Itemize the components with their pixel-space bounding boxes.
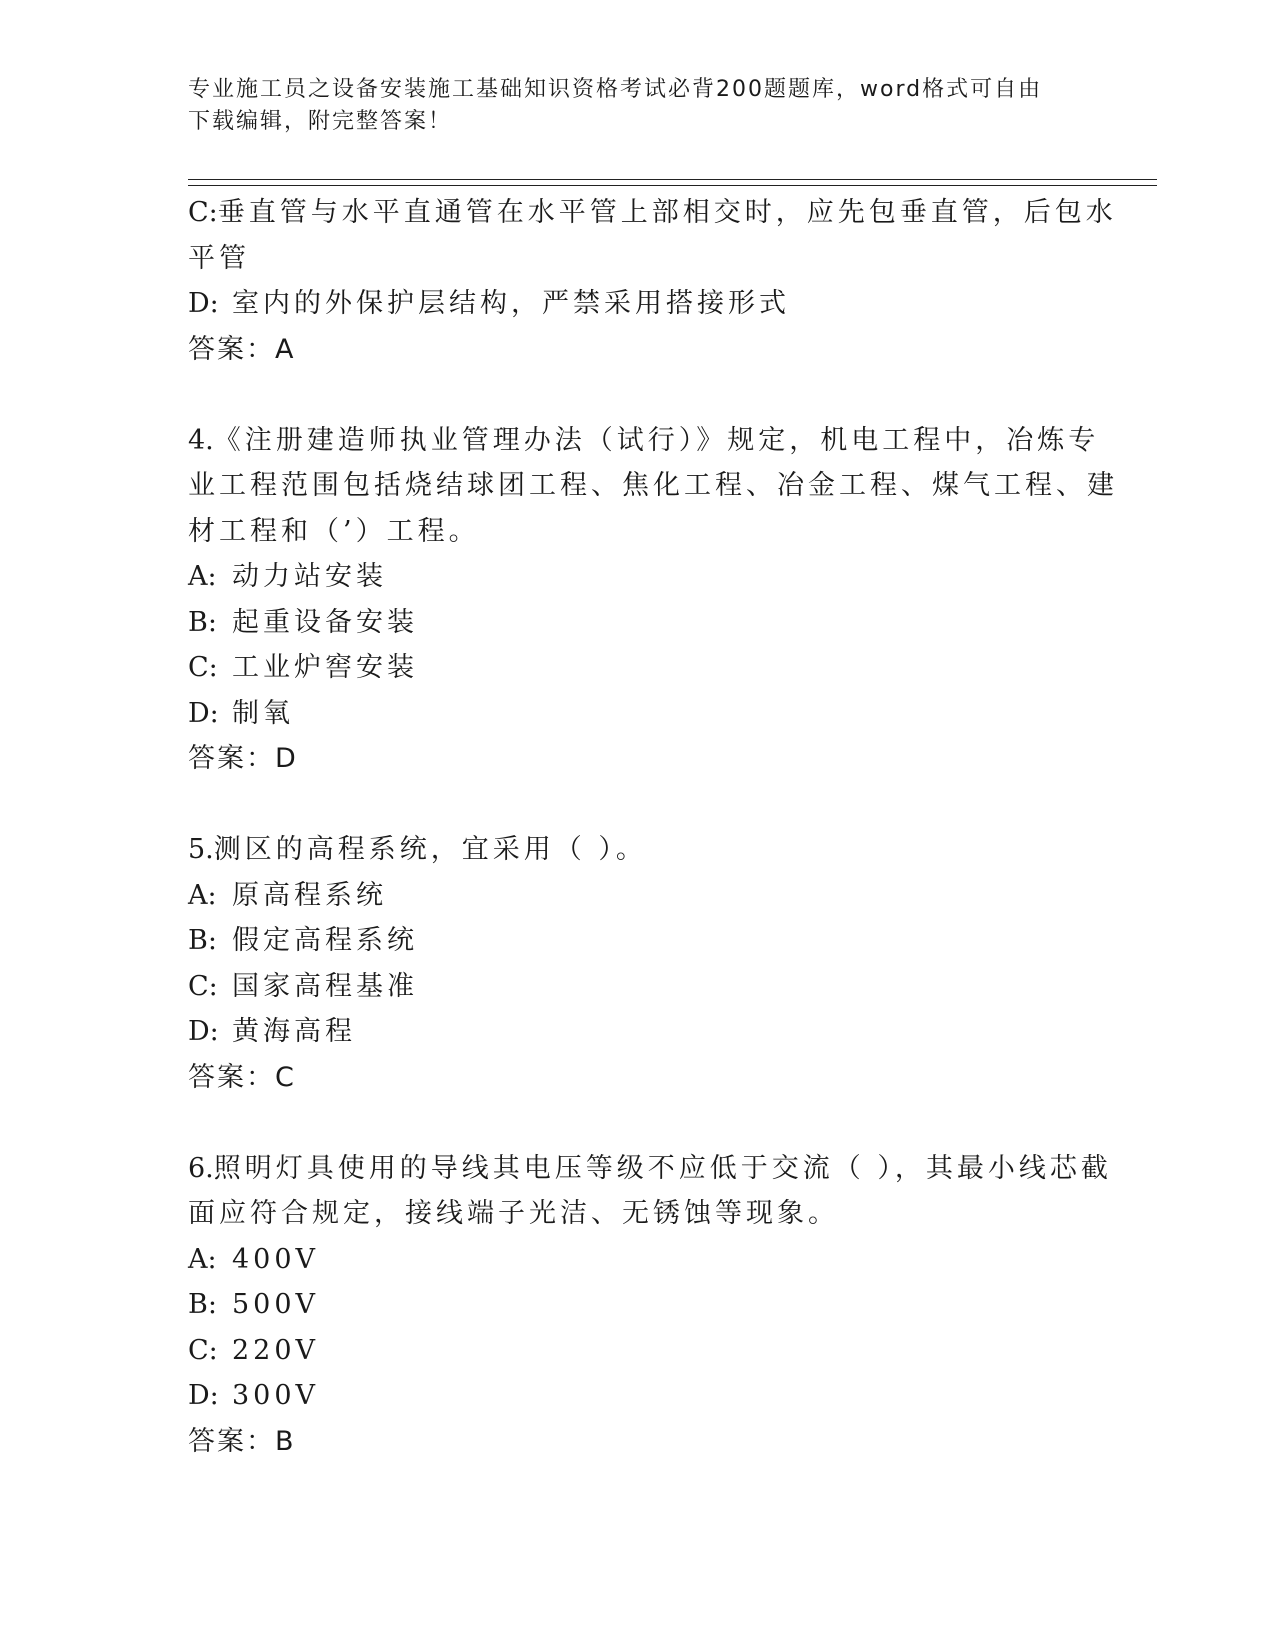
option-letter: A: [188,561,217,592]
option-letter: D: [188,1380,219,1411]
option-letter: C: [188,970,218,1002]
option-letter: B: [188,1289,217,1320]
option-text: 垂直管与水平直通管在水平管上部相交时，应先包垂直管，后包水 [217,197,1117,228]
question-4 [188,418,1118,782]
option-text: 制氧 [232,697,294,729]
option-text: 220V [232,1334,320,1366]
option-letter: C: [188,197,218,228]
question-5 [188,827,1088,1100]
option-text: 国家高程基准 [232,970,418,1002]
question-content [188,190,1118,1464]
option-d [188,691,1088,737]
option-d [188,281,1088,327]
question-stem-continued: 业工程范围包括烧结球团工程、焦化工程、冶金工程、煤气工程、建 [188,470,1118,501]
option-text: 起重设备安装 [232,606,418,638]
option-letter: B: [188,606,217,638]
option-text: 工业炉窖安装 [232,652,418,683]
option-text: 300V [232,1380,320,1411]
option-b [188,600,1088,646]
answer: 答案：D [188,743,298,774]
option-letter: D: [188,288,219,319]
question-number: 4. [188,424,214,456]
option-text: 500V [232,1289,320,1320]
header-rule-top [188,179,1157,180]
spacer [188,782,1088,828]
option-d [188,1373,1088,1419]
option-text: 假定高程系统 [232,925,418,956]
page-header [188,74,1088,138]
option-c [188,190,1117,236]
option-c [188,1328,1088,1374]
question-stem-continued: 面应符合规定，接线端子光洁、无锈蚀等现象。 [188,1198,839,1229]
option-letter: A: [188,1243,217,1275]
option-text: 400V [232,1243,320,1275]
option-c [188,964,1088,1010]
question-6 [188,1146,1112,1465]
option-letter: C: [188,652,218,683]
header-line-1: 专业施工员之设备安装施工基础知识资格考试必背200题题库，word格式可自由 [188,77,1043,102]
question-stem [188,827,1088,873]
option-letter: C: [188,1334,218,1366]
stem-text: 测区的高程系统，宜采用（ ）。 [213,834,647,865]
question-number: 6. [188,1152,214,1184]
option-a [188,554,1088,600]
option-a [188,873,1088,919]
option-letter: D: [188,697,219,729]
question-stem [188,1146,1112,1192]
option-a [188,1237,1088,1283]
option-b [188,918,1088,964]
question-3-tail [188,190,1117,372]
option-c [188,645,1088,691]
header-rule-bottom [188,185,1157,186]
spacer [188,372,1088,418]
option-text: 室内的外保护层结构，严禁采用搭接形式 [232,288,790,319]
option-c-continued: 平管 [188,242,250,274]
stem-text: 照明灯具使用的导线其电压等级不应低于交流（ ），其最小线芯截 [213,1152,1112,1184]
option-letter: B: [188,925,217,956]
option-b [188,1282,1088,1328]
question-number: 5. [188,834,214,865]
spacer [188,1100,1088,1146]
header-line-2: 下载编辑，附完整答案！ [188,109,453,134]
stem-text: 《注册建造师执业管理办法（试行）》规定，机电工程中，冶炼专 [213,424,1100,456]
answer: 答案：B [188,1425,296,1457]
answer: 答案：A [188,333,296,365]
option-text: 动力站安装 [232,561,387,592]
option-letter: A: [188,879,217,911]
option-text: 黄海高程 [232,1016,356,1047]
option-d [188,1009,1088,1055]
answer: 答案：C [188,1061,296,1093]
question-stem [188,418,1100,464]
question-stem-continued: 材工程和（’）工程。 [188,515,480,547]
option-letter: D: [188,1016,219,1047]
option-text: 原高程系统 [232,879,387,911]
